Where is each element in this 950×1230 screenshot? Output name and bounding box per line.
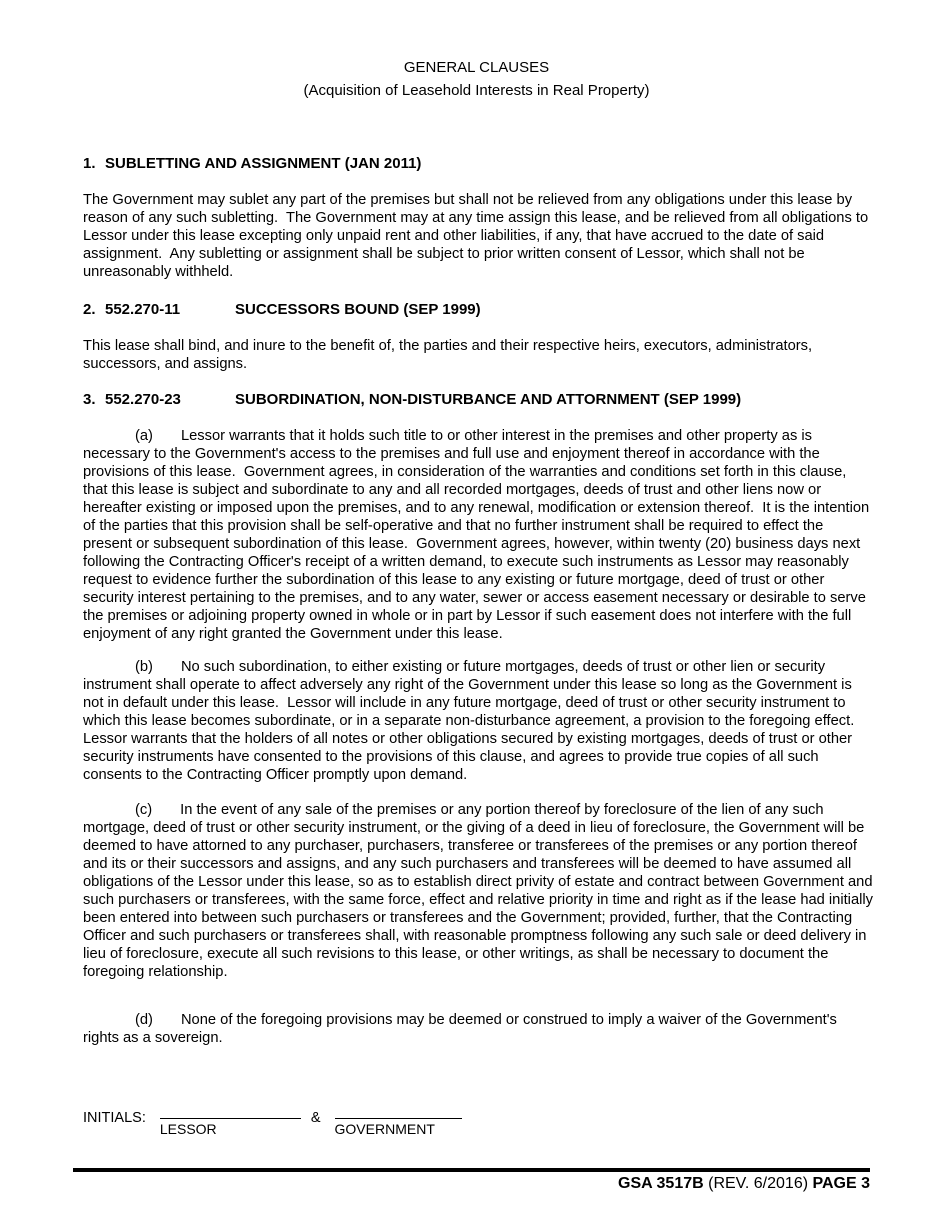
government-caption: GOVERNMENT (334, 1121, 435, 1137)
section-3-title: SUBORDINATION, NON-DISTURBANCE AND ATTORNMENT (SEP 1999) (235, 391, 742, 408)
paragraph-text: This lease shall bind, and inure to the benefit of, the parties and their respective heirs, executors, administrators, successors, and assigns. (83, 338, 813, 372)
paragraph-text: No such subordination, to either existing or future mortgages, deeds of trust or other lien or security instrument shall operate to affect adversely any right of the Government under this lease so long as the Government is not in default under this lease. Lessor will include in any future mortgage, deed of trust or other security instrument to which this lease becomes subordinate, or in a separate non-disturbance agreement, a provision to the foregoing effect. Lessor warrants that the holders of all notes or other obligations secured by existing mortgages, deeds of trust or other security instruments have consented to the provisions of this clause, and agrees to provide true copies of all such consents to the Contracting Officer promptly upon demand. (83, 659, 859, 783)
paragraph-d-label: (d) (135, 1012, 153, 1028)
section-2-number: 2. (83, 301, 96, 318)
paragraph-text: The Government may sublet any part of the premises but shall not be relieved from any obligations under this lease by reason of any such subletting. The Government may at any time assign this lease, and be relieved from all obligations to Lessor under this lease excepting only unpaid rent and other liabilities, if any, that have accrued to the date of said assignment. Any subletting or assignment shall be subject to prior written consent of Lessor, which shall not be unreasonably withheld. (83, 192, 869, 280)
initials-label: INITIALS: (83, 1110, 146, 1126)
section-subordination-non-disturbance (83, 391, 873, 1047)
section-1-title: SUBLETTING AND ASSIGNMENT (JAN 2011) (105, 155, 422, 172)
paragraph-d (83, 1011, 873, 1047)
section-2-title: SUCCESSORS BOUND (SEP 1999) (235, 301, 481, 318)
form-number: GSA 3517B (618, 1175, 704, 1192)
paragraph-a (83, 427, 873, 643)
section-2-paragraph (83, 337, 873, 373)
paragraph-a-label: (a) (135, 428, 153, 444)
footer-text (73, 1175, 870, 1193)
section-1-paragraph (83, 191, 873, 281)
lessor-initials-line[interactable] (160, 1109, 301, 1119)
paragraph-text: None of the foregoing provisions may be deemed or construed to imply a waiver of the Government's rights as a sovereign. (83, 1012, 837, 1046)
government-initials-field (335, 1109, 462, 1137)
section-3-number: 3. (83, 391, 96, 408)
ampersand: & (310, 1110, 321, 1126)
page-number: PAGE 3 (812, 1175, 870, 1192)
paragraph-text: Lessor warrants that it holds such title to or other interest in the premises and other property as is necessary to the Government's access to the premises and full use and enjoyment thereof in accordance with the provisions of this lease. Government agrees, in consideration of the warranties and conditions set forth in this clause, that this lease is subject and subordinate to any and all recorded mortgages, deeds of trust and other liens now or hereafter existing or imposed upon the premises, and to any renewal, modification or extension thereof. It is the intention of the parties that this provision shall be self-operative and that no further instrument shall be required to effect the present or subsequent subordination of this lease. Government agrees, however, within twenty (20) business days next following the Contracting Officer's receipt of a written demand, to execute such instruments as Lessor may reasonably request to evidence further the subordination of this lease to any existing or future mortgage, deed of trust or other security interest pertaining to the premises, and to any water, sewer or access easement necessary or desirable to serve the premises or adjoining property owned in whole or in part by Lessor if such easement does not interfere with the full enjoyment of any right granted the Government under this lease. (83, 428, 870, 642)
lessor-initials-field (160, 1109, 301, 1137)
section-1-number: 1. (83, 155, 96, 172)
section-3-clause-ref: 552.270-23 (105, 391, 181, 408)
paragraph-text: In the event of any sale of the premises or any portion thereof by foreclosure of the lien of any such mortgage, deed of trust or other security instrument, or the giving of a deed in lieu of foreclosure, the Government will be deemed to have attorned to any purchaser, purchasers, transferee or transferees of the premises or any portion thereof and its or their successors and assigns, and any such purchasers and transferees will be deemed to have assumed all obligations of the Lessor under this lease, so as to establish direct privity of estate and contract between Government and such purchasers or transferees, with the same force, effect and relative priority in time and right as if the lease had initially been entered into between such purchasers or transferees and the Government; provided, further, that the Contracting Officer and such purchasers or transferees shall, with reasonable promptness following any such sale or deed delivery in lieu of foreclosure, execute all such revisions to this lease, or other writings, as shall be necessary to document the foregoing relationship. (83, 802, 873, 980)
section-1-heading (83, 155, 870, 173)
paragraph-c (83, 801, 873, 981)
paragraph-c-label: (c) (135, 802, 153, 818)
footer-rule (73, 1168, 870, 1172)
lessor-caption: LESSOR (159, 1121, 217, 1137)
page-footer (73, 1168, 870, 1193)
document-subtitle: (Acquisition of Leasehold Interests in Real Property) (303, 82, 650, 99)
document-title: GENERAL CLAUSES (403, 59, 550, 76)
section-2-heading (83, 301, 870, 319)
paragraph-b (83, 658, 873, 784)
section-successors-bound (83, 301, 870, 373)
section-3-heading (83, 391, 870, 409)
form-revision: (REV. 6/2016) (708, 1175, 809, 1192)
section-subletting-and-assignment (83, 155, 870, 281)
government-initials-line[interactable] (335, 1109, 462, 1119)
section-2-clause-ref: 552.270-11 (105, 301, 181, 318)
paragraph-b-label: (b) (135, 659, 153, 675)
initials-block (83, 1109, 870, 1137)
